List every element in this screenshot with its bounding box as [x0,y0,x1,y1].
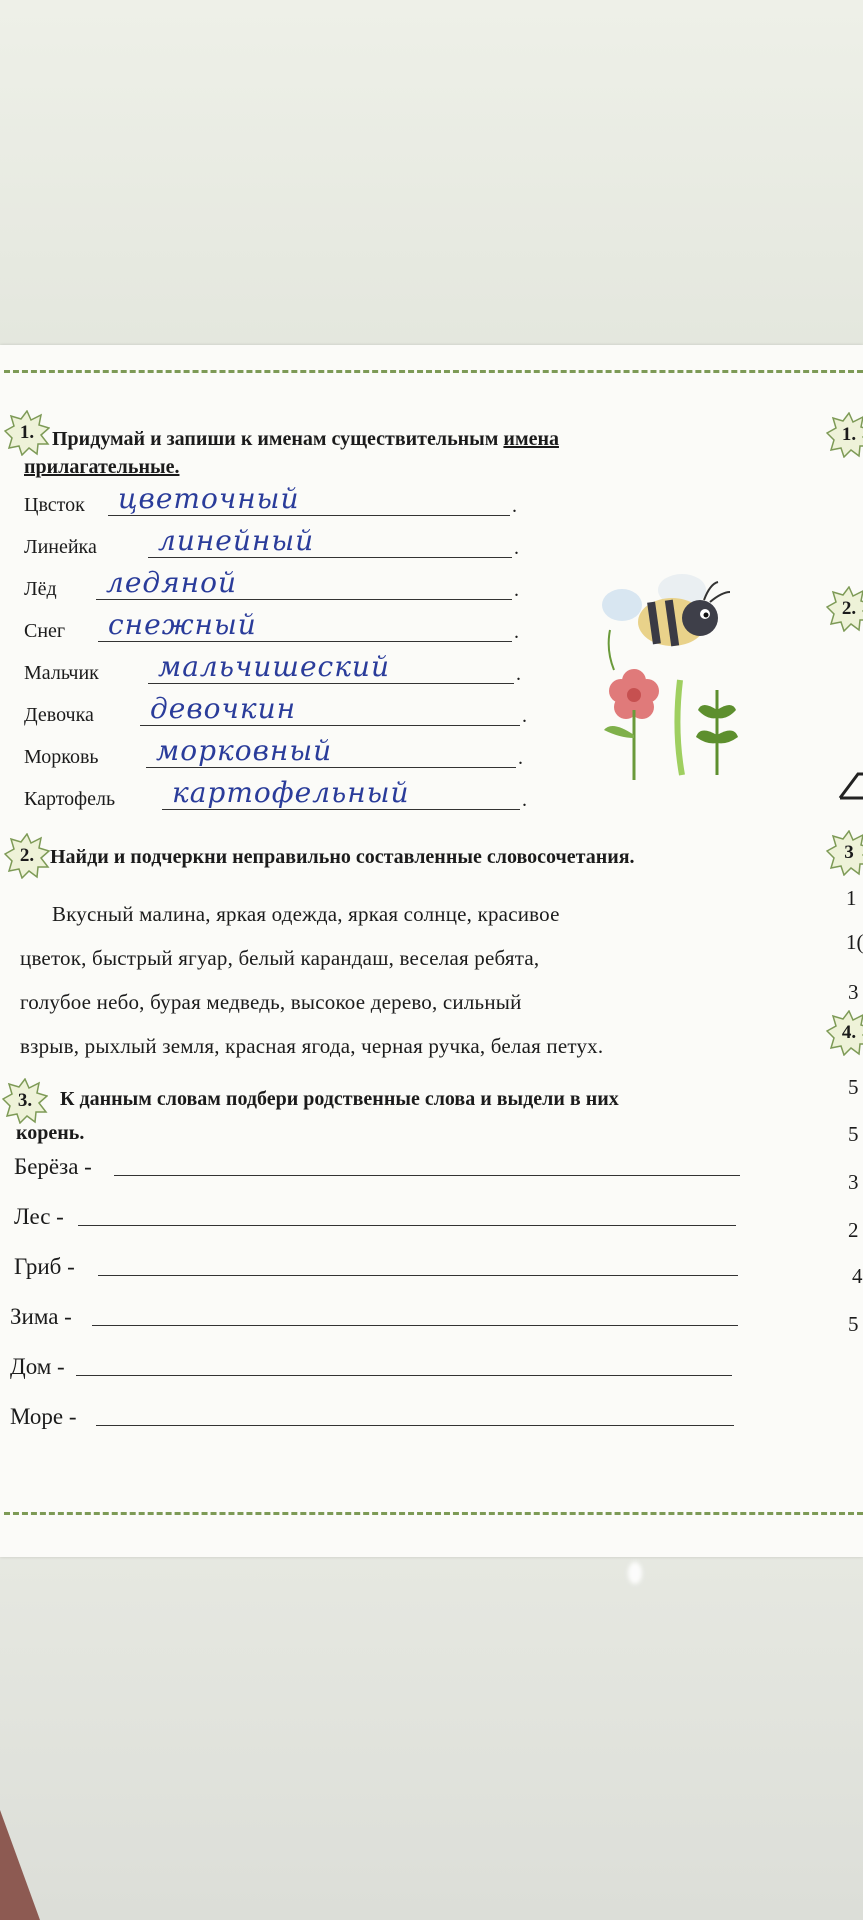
background-top [0,0,863,345]
task3-word: Море - [10,1404,77,1429]
task1-title-text: Придумай и запиши к именам существительным [52,428,504,450]
task1-row [24,650,524,690]
task1-answer-handwritten[interactable]: ледяной [106,566,238,599]
task1-noun: Девочка [24,704,94,726]
task2-line: цветок, быстрый ягуар, белый карандаш, веселая ребята, [20,946,540,970]
task1-row [24,776,527,816]
task1-answer-handwritten[interactable]: девочкин [150,692,297,725]
right-star-1-number: 1. [841,424,857,445]
task2-line: голубое небо, бурая медведь, высокое дерево, сильный [20,990,522,1014]
answer-line [96,599,512,600]
task2-number: 2. [19,845,35,866]
right-page-number: 4 [852,1264,863,1288]
task3-item [14,1150,754,1180]
task1-number: 1. [19,422,35,443]
task1-noun: Цвсток [24,494,85,516]
background-bottom [0,1555,863,1920]
task3-item [10,1350,750,1380]
task3-star-badge [2,1078,48,1124]
task3-item [10,1300,750,1330]
task1-noun: Картофель [24,788,116,810]
right-page-number: 5 [848,1075,859,1099]
task1-star-badge [4,410,50,456]
right-page-number: 5 [848,1122,859,1146]
right-page-number: 2 [848,1218,859,1242]
right-star-4-number: 4. [841,1022,857,1043]
answer-line [108,515,510,516]
task1-noun: Морковь [24,746,99,768]
table-corner [0,1810,40,1920]
right-page-number: 1 [846,886,857,910]
task1-answer-handwritten[interactable]: картофельный [172,776,410,809]
answer-line [146,767,516,768]
task1-noun: Снег [24,620,66,642]
answer-line [148,557,512,558]
task1-answer-handwritten[interactable]: линейный [158,524,315,557]
row-period: . [522,789,527,811]
right-star-2-number: 2. [841,598,857,619]
right-star-3 [826,830,863,876]
task2-line: Вкусный малина, яркая одежда, яркая солнце, красивое [52,902,560,926]
answer-line [140,725,520,726]
dashed-border-bottom [4,1512,863,1515]
task2-paragraph [20,892,760,1068]
answer-input-line[interactable] [114,1175,740,1176]
task1-answer-handwritten[interactable]: мальчишеский [158,650,390,683]
task1-answer-handwritten[interactable]: снежный [108,608,257,641]
right-star-2 [826,586,863,632]
bee-flower-icon [592,570,757,785]
right-star-1 [826,412,863,458]
task1-row [24,566,524,606]
task3-item [14,1250,754,1280]
answer-input-line[interactable] [76,1375,732,1376]
task1-row [24,482,524,522]
task3-title-line2: корень. [16,1122,85,1144]
task1-noun: Мальчик [24,662,99,684]
task1-row [24,734,524,774]
answer-input-line[interactable] [98,1275,738,1276]
task3-item [10,1400,750,1430]
task3-number: 3. [17,1090,33,1111]
answer-line [162,809,520,810]
row-period: . [522,705,527,727]
answer-input-line[interactable] [78,1225,736,1226]
right-star-4 [826,1010,863,1056]
row-period: . [514,579,519,601]
answer-line [148,683,514,684]
answer-line [98,641,512,642]
task2-star-badge [4,833,50,879]
row-period: . [514,537,519,559]
task1-row [24,692,527,732]
task1-row [24,524,524,564]
dashed-border-top [4,370,863,373]
task1-title-line1 [52,426,559,452]
task3-word: Гриб - [14,1254,75,1279]
bee-flowers-illustration [592,570,757,785]
right-page-number: 3 [848,980,859,1004]
task3-word: Дом - [10,1354,65,1379]
row-period: . [518,747,523,769]
task1-title-underlined-1: имена [503,428,559,450]
light-glare [628,1562,642,1584]
right-page-number: 1( [846,930,863,954]
task2-line: взрыв, рыхлый земля, красная ягода, черная ручка, белая петух. [20,1034,604,1058]
task2-title: Найди и подчеркни неправильно составленные словосочетания. [50,846,635,868]
task3-item [14,1200,754,1230]
task3-title-line1: К данным словам подбери родственные слова и выдели в них [60,1088,619,1110]
right-page-number: 5 [848,1312,859,1336]
task1-answer-handwritten[interactable]: цветочный [118,482,300,515]
triangle-icon [838,770,863,800]
row-period: . [514,621,519,643]
task1-noun: Линейка [24,536,97,558]
row-period: . [512,495,517,517]
task3-word: Зима - [10,1304,72,1329]
right-star-3-number: 3 [844,842,854,863]
answer-input-line[interactable] [96,1425,734,1426]
task1-row [24,608,524,648]
task3-word: Берёза - [14,1154,92,1179]
row-period: . [516,663,521,685]
task1-title-line2: прилагательные. [24,456,180,478]
task1-answer-handwritten[interactable]: морковный [156,734,333,767]
answer-input-line[interactable] [92,1325,738,1326]
task1-noun: Лёд [24,578,57,600]
right-page-number: 3 [848,1170,859,1194]
task3-word: Лес - [14,1204,64,1229]
